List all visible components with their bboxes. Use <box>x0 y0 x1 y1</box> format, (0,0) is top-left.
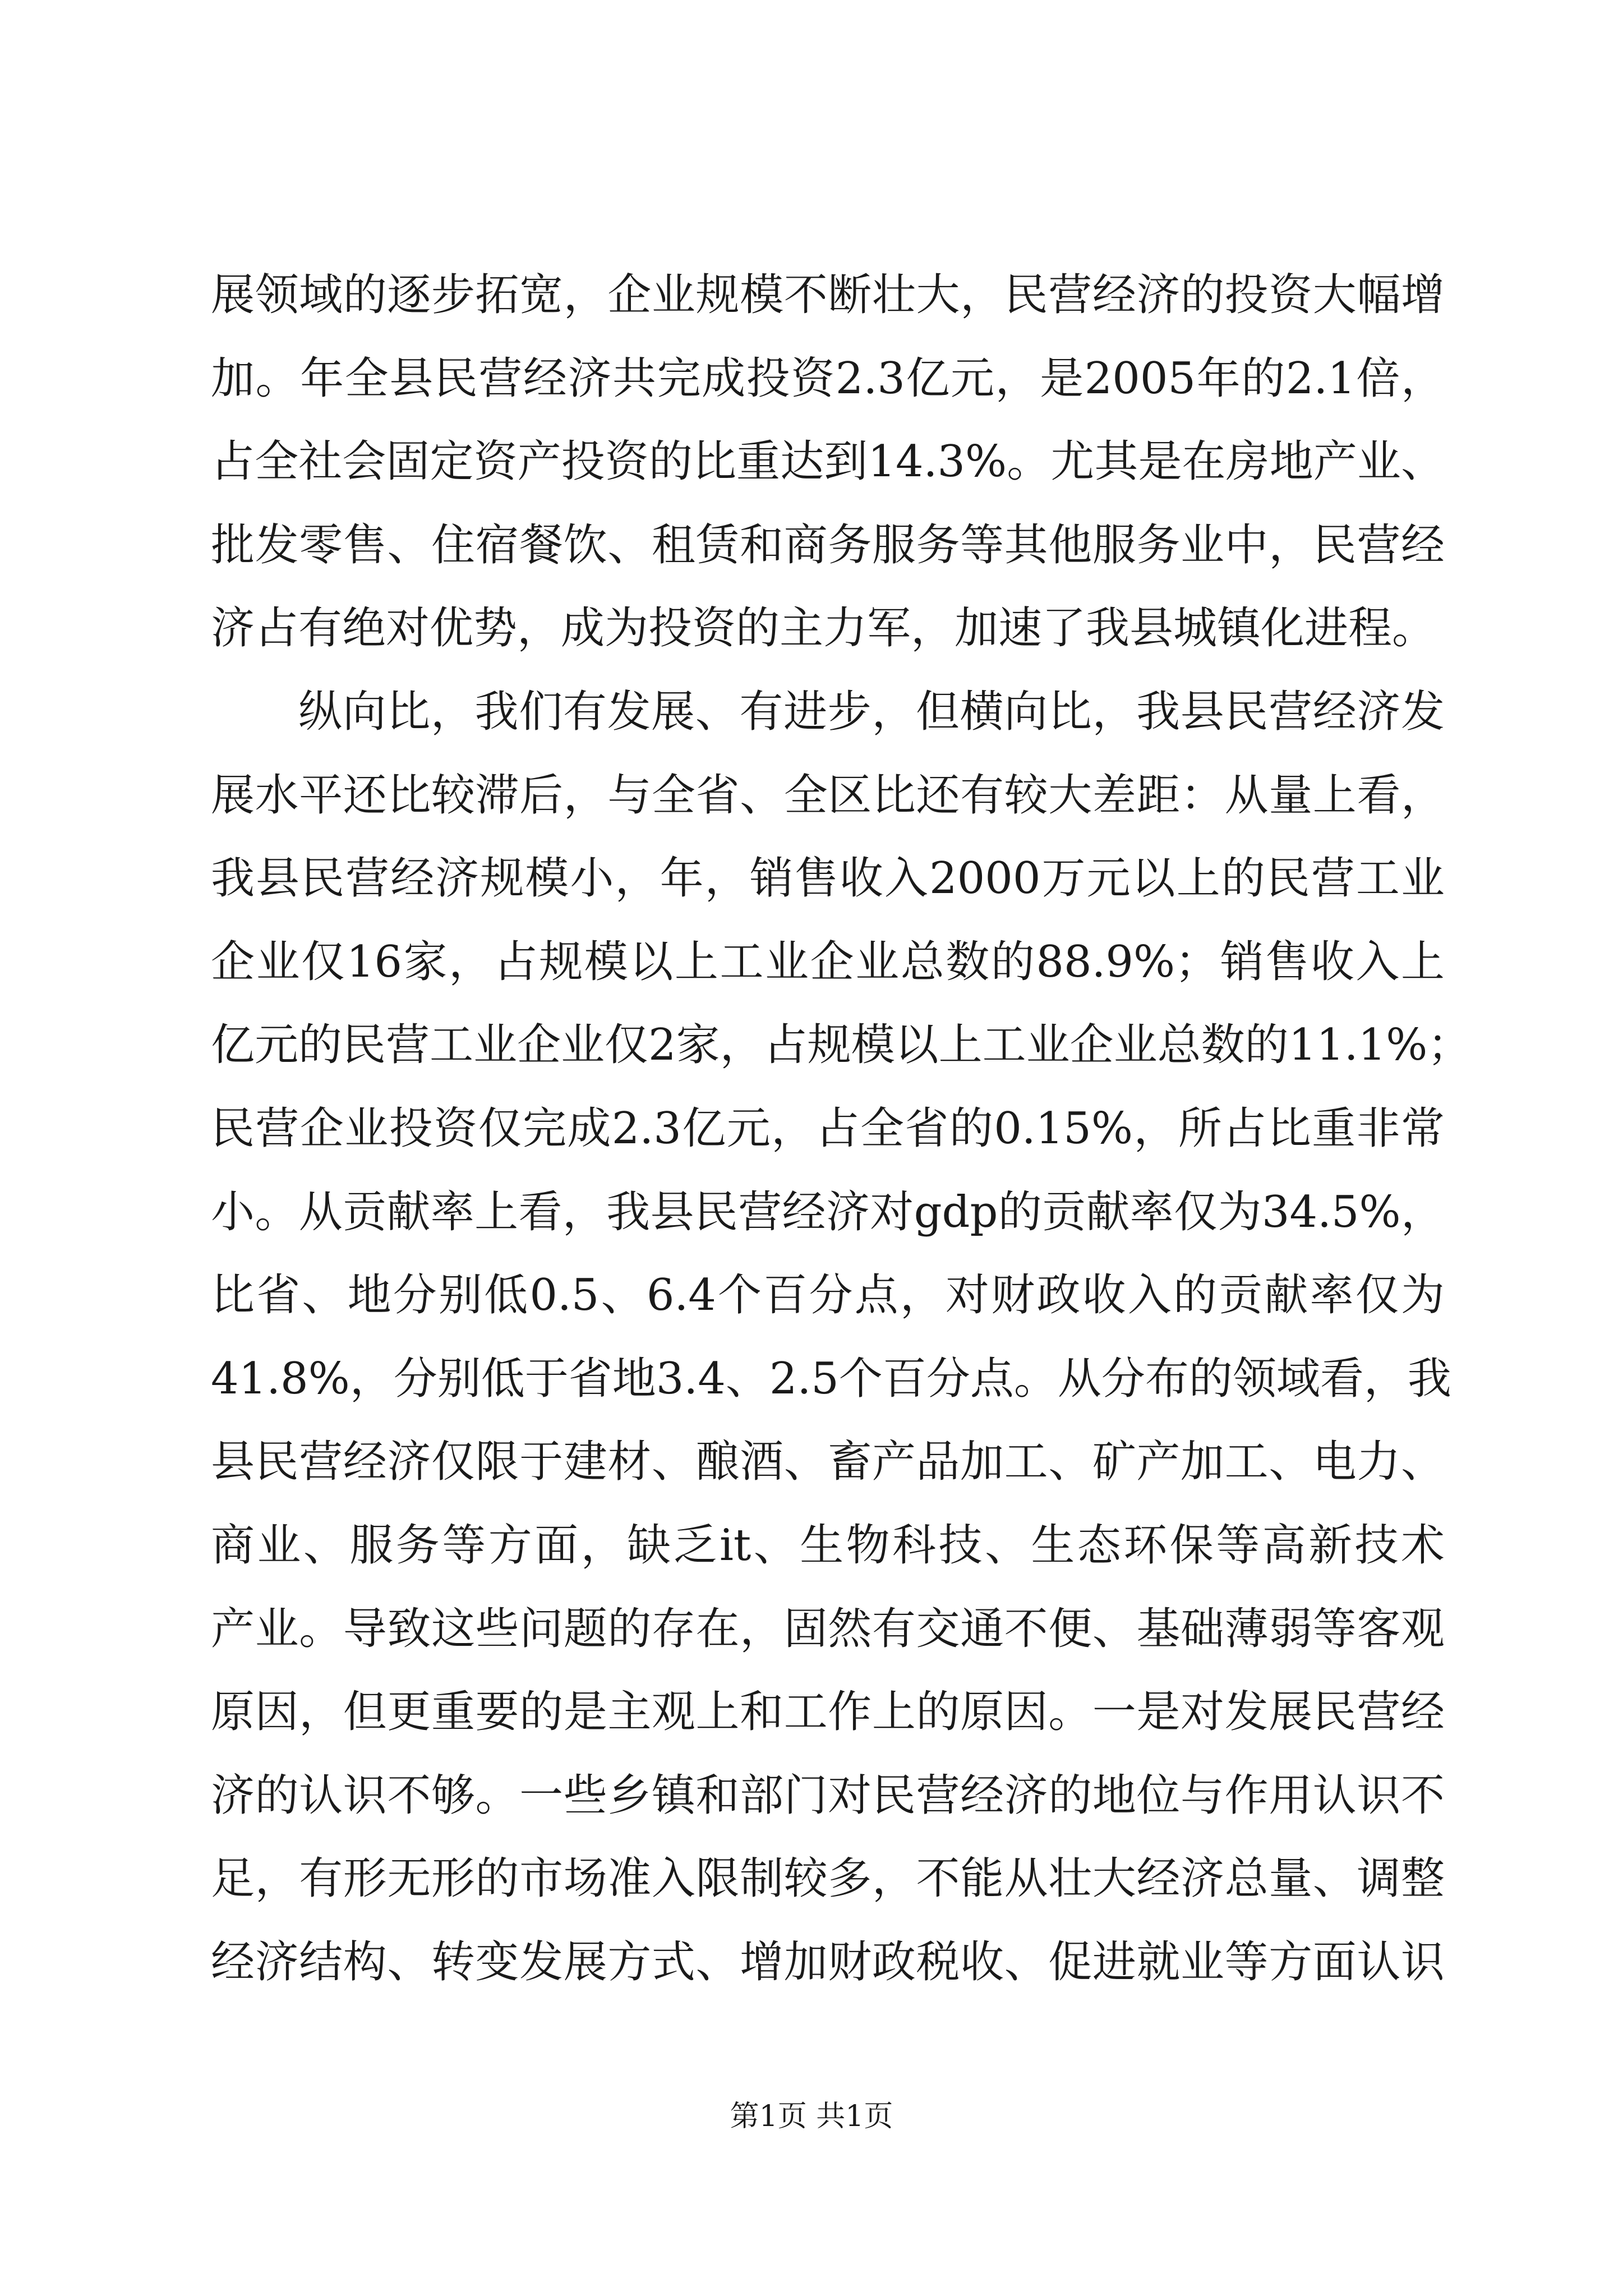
text-line: 我县民营经济规模小，年，销售收入2000万元以上的民营工业 <box>211 853 1445 904</box>
page-footer: 第1页 共1页 <box>730 2100 893 2133</box>
text-line: 纵向比，我们有发展、有进步，但横向比，我县民营经济发 <box>298 686 1445 737</box>
text-line: 企业仅16家，占规模以上工业企业总数的88.9%；销售收入上 <box>211 936 1445 987</box>
text-line: 批发零售、住宿餐饮、租赁和商务服务等其他服务业中，民营经 <box>211 519 1445 570</box>
text-line: 小。从贡献率上看，我县民营经济对gdp的贡献率仅为34.5%， <box>211 1186 1445 1237</box>
text-line: 产业。导致这些问题的存在，固然有交通不便、基础薄弱等客观 <box>211 1603 1445 1654</box>
body-text <box>211 254 1472 2004</box>
text-line: 占全社会固定资产投资的比重达到14.3%。尤其是在房地产业、 <box>211 436 1445 487</box>
text-line: 济的认识不够。一些乡镇和部门对民营经济的地位与作用认识不 <box>211 1770 1445 1821</box>
text-line: 足，有形无形的市场准入限制较多，不能从壮大经济总量、调整 <box>211 1853 1445 1904</box>
text-line: 比省、地分别低0.5、6.4个百分点，对财政收入的贡献率仅为 <box>211 1270 1445 1321</box>
text-line: 商业、服务等方面，缺乏it、生物科技、生态环保等高新技术 <box>211 1520 1445 1571</box>
text-line: 原因，但更重要的是主观上和工作上的原因。一是对发展民营经 <box>211 1687 1445 1738</box>
text-line: 41.8%，分别低于省地3.4、2.5个百分点。从分布的领域看，我 <box>211 1353 1451 1404</box>
text-line: 济占有绝对优势，成为投资的主力军，加速了我县城镇化进程。 <box>211 603 1436 654</box>
text-line: 经济结构、转变发展方式、增加财政税收、促进就业等方面认识 <box>211 1936 1445 1987</box>
text-line: 县民营经济仅限于建材、酿酒、畜产品加工、矿产加工、电力、 <box>211 1437 1445 1488</box>
text-line: 民营企业投资仅完成2.3亿元，占全省的0.15%，所占比重非常 <box>211 1103 1445 1154</box>
text-line: 展水平还比较滞后，与全省、全区比还有较大差距：从量上看， <box>211 770 1445 821</box>
text-line: 加。年全县民营经济共完成投资2.3亿元，是2005年的2.1倍， <box>211 353 1445 404</box>
text-line: 亿元的民营工业企业仅2家，占规模以上工业企业总数的11.1%； <box>211 1020 1472 1071</box>
text-line: 展领域的逐步拓宽，企业规模不断壮大，民营经济的投资大幅增 <box>211 270 1445 320</box>
